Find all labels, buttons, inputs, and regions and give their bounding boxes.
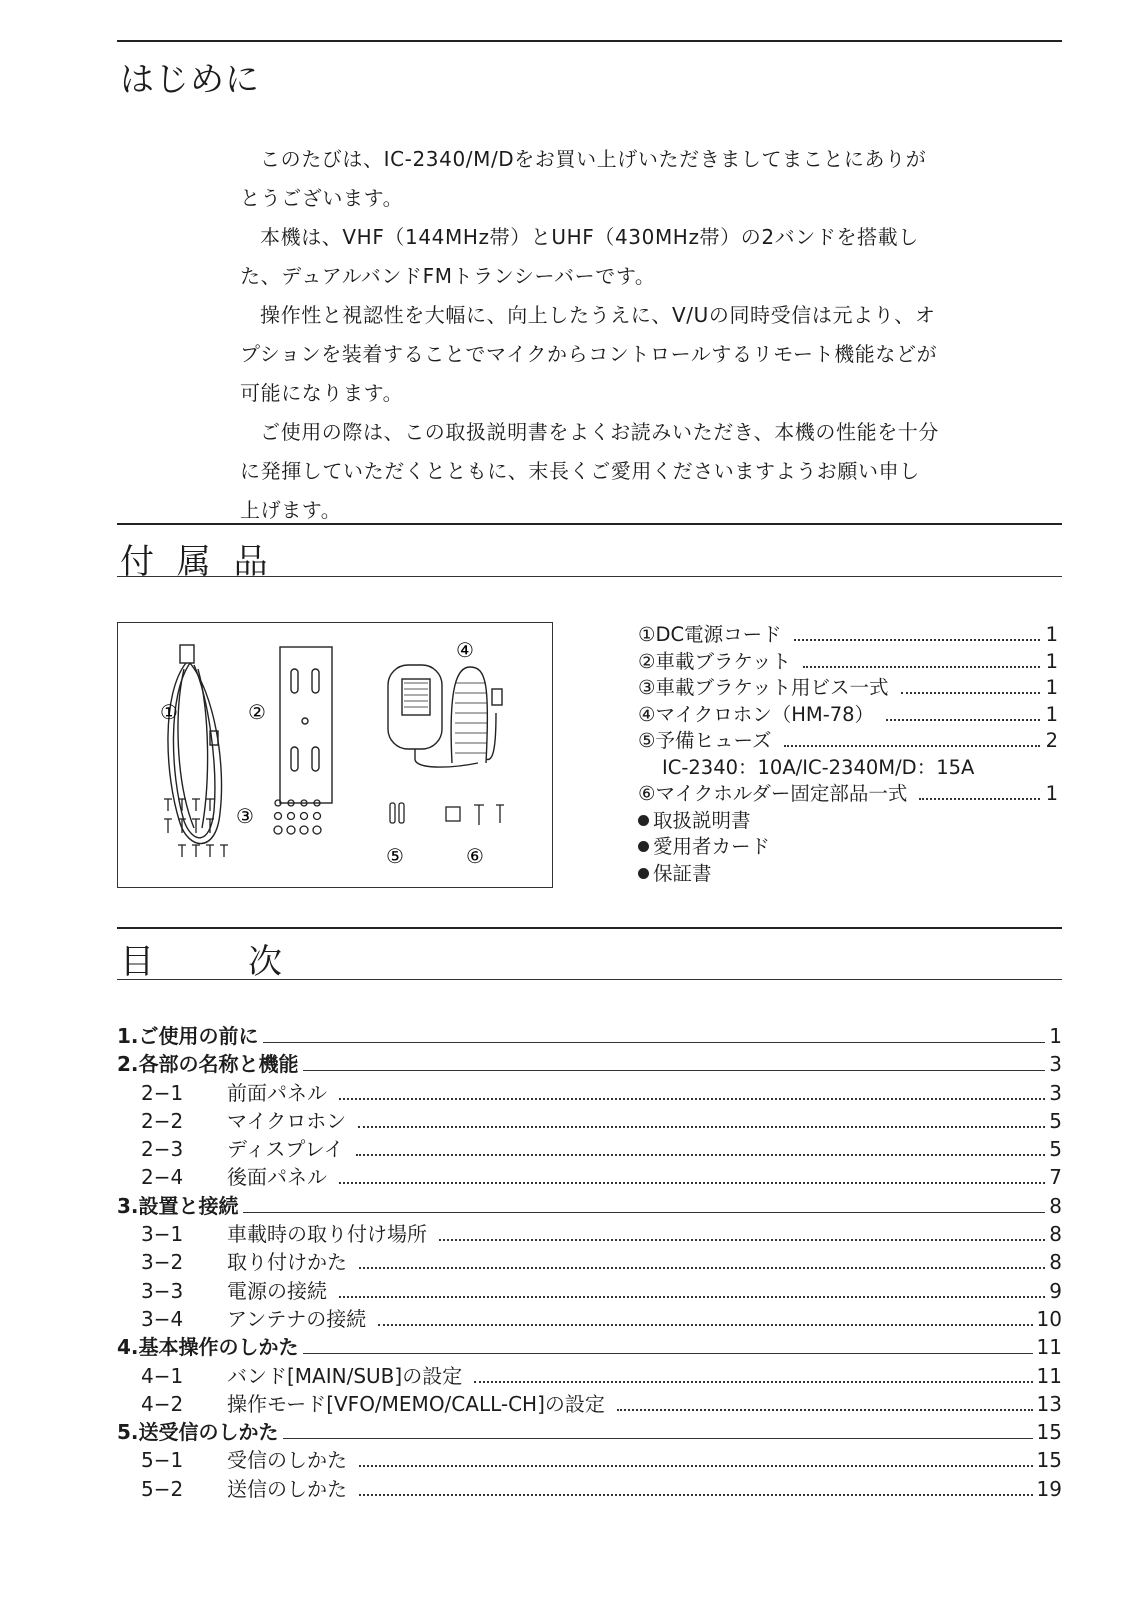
accessory-label: ①DC電源コード <box>638 623 782 646</box>
intro-paragraph: このたびは、IC-2340/M/Dをお買い上げいただきましてまことにありがとうございます。 <box>240 147 927 210</box>
list-item <box>638 861 1058 888</box>
toc-leader <box>359 1267 1045 1269</box>
toc-number: 3−1 <box>141 1222 184 1247</box>
fuses-illustration <box>390 803 404 823</box>
toc-title: 基本操作のしかた <box>138 1335 299 1360</box>
toc-title: マイクロホン <box>227 1108 347 1133</box>
toc-title: ご使用の前に <box>138 1024 259 1048</box>
toc-number: 3−2 <box>141 1250 184 1275</box>
figure-label-5: ⑤ <box>386 844 404 868</box>
accessory-label: ③車載ブラケット用ビス一式 <box>638 676 889 699</box>
toc-entry[interactable] <box>117 1163 1062 1191</box>
document-item: 取扱説明書 <box>653 808 751 832</box>
intro-paragraph: 操作性と視認性を大幅に、向上したうえに、V/Uの同時受信は元より、オプションを装着することでマイクからコントロールするリモート機能などが可能になります。 <box>240 303 938 405</box>
toc-number: 1. <box>117 1024 139 1048</box>
accessories-figure <box>117 622 553 888</box>
toc-entry[interactable] <box>117 1362 1062 1390</box>
bracket-illustration <box>280 647 332 803</box>
toc-page: 1 <box>1049 1024 1062 1048</box>
dot-leader <box>886 719 1040 721</box>
toc-leader <box>359 1465 1033 1467</box>
accessory-label: ②車載ブラケット <box>638 649 792 673</box>
accessories-list <box>638 622 1058 887</box>
list-item <box>638 675 1058 702</box>
toc-bottom-rule <box>117 979 1062 980</box>
dot-leader <box>901 692 1040 694</box>
toc-heading: 目 次 <box>120 942 312 982</box>
toc-page: 5 <box>1049 1108 1062 1133</box>
dc-cord-illustration <box>168 645 222 844</box>
toc-leader <box>339 1098 1045 1100</box>
toc-page: 11 <box>1036 1335 1062 1360</box>
toc-title: 取り付けかた <box>227 1250 347 1275</box>
toc-title: 受信のしかた <box>227 1448 347 1473</box>
intro-top-rule <box>117 40 1062 42</box>
toc-title: ディスプレイ <box>227 1137 344 1162</box>
toc-entry[interactable] <box>117 1418 1062 1446</box>
toc-title: 各部の名称と機能 <box>138 1052 299 1077</box>
toc-title: 送信のしかた <box>227 1476 347 1501</box>
toc-entry[interactable] <box>117 1079 1062 1107</box>
list-item <box>638 702 1058 729</box>
toc-title: 電源の接続 <box>227 1278 327 1303</box>
toc-page: 7 <box>1049 1165 1062 1190</box>
fuse-note: IC-2340：10A/IC-2340M/D：15A <box>662 755 975 779</box>
toc-number: 3. <box>117 1193 139 1218</box>
figure-label-6: ⑥ <box>466 844 484 868</box>
toc-entry[interactable] <box>117 1475 1062 1503</box>
toc-leader <box>339 1182 1045 1184</box>
toc-number: 2−1 <box>141 1080 184 1105</box>
toc-number: 4−1 <box>141 1363 184 1388</box>
toc-leader <box>243 1212 1046 1213</box>
figure-label-1: ① <box>160 700 178 724</box>
toc-title: 車載時の取り付け場所 <box>227 1222 427 1247</box>
list-item <box>638 808 1058 835</box>
toc-entry[interactable] <box>117 1390 1062 1418</box>
toc-number: 5−1 <box>141 1448 184 1473</box>
document-item: 愛用者カード <box>653 835 771 858</box>
toc-page: 9 <box>1049 1278 1062 1303</box>
accessories-bottom-rule <box>117 576 1062 577</box>
list-item <box>638 728 1058 755</box>
bullet-icon <box>638 815 649 826</box>
toc-entry[interactable] <box>117 1135 1062 1163</box>
figure-label-2: ② <box>248 700 266 724</box>
toc-number: 2−3 <box>141 1137 184 1162</box>
document-item: 保証書 <box>653 861 712 885</box>
toc-entry[interactable] <box>117 1192 1062 1220</box>
figure-label-3: ③ <box>236 804 254 828</box>
toc-page: 8 <box>1049 1193 1062 1218</box>
accessories-illustration <box>118 623 554 889</box>
toc-entry[interactable] <box>117 1333 1062 1361</box>
list-item <box>638 622 1058 649</box>
accessory-qty: 1 <box>1045 782 1058 805</box>
toc-number: 2. <box>117 1052 139 1077</box>
toc-entry[interactable] <box>117 1050 1062 1078</box>
microphone-illustration <box>388 665 502 767</box>
toc-number: 4. <box>117 1335 139 1360</box>
toc-page: 15 <box>1036 1448 1062 1473</box>
mic-holder-illustration <box>446 805 504 825</box>
toc-page: 3 <box>1049 1052 1062 1077</box>
toc-leader <box>356 1154 1046 1156</box>
toc-entry[interactable] <box>117 1446 1062 1474</box>
toc-page: 11 <box>1036 1363 1062 1388</box>
toc-title: アンテナの接続 <box>227 1306 367 1331</box>
toc-page: 8 <box>1049 1222 1062 1247</box>
toc-entry[interactable] <box>117 1277 1062 1305</box>
toc-leader <box>358 1126 1045 1128</box>
dot-leader <box>919 798 1039 800</box>
list-item <box>638 781 1058 808</box>
intro-heading: はじめに <box>120 60 260 100</box>
table-of-contents <box>117 1022 1062 1503</box>
toc-entry[interactable] <box>117 1305 1062 1333</box>
toc-title: 前面パネル <box>227 1080 327 1105</box>
intro-paragraph: ご使用の際は、この取扱説明書をよくお読みいただき、本機の性能を十分に発揮していただくとともに、末長くご愛用くださいますようお願い申し上げます。 <box>240 420 939 522</box>
toc-number: 4−2 <box>141 1391 184 1416</box>
toc-top-rule <box>117 927 1062 929</box>
toc-number: 2−2 <box>141 1108 184 1133</box>
toc-number: 5. <box>117 1420 139 1445</box>
toc-leader <box>339 1296 1045 1298</box>
toc-page: 13 <box>1036 1391 1062 1416</box>
toc-title: 操作モード[VFO/MEMO/CALL-CH]の設定 <box>227 1391 605 1416</box>
toc-page: 15 <box>1036 1420 1062 1445</box>
toc-leader <box>263 1042 1046 1043</box>
accessory-label: ⑤予備ヒューズ <box>638 729 772 752</box>
list-item <box>638 649 1058 676</box>
accessories-heading: 付 属 品 <box>120 542 274 582</box>
toc-entry[interactable] <box>117 1248 1062 1276</box>
toc-title: 後面パネル <box>227 1165 327 1190</box>
intro-body <box>240 140 940 530</box>
toc-title: 設置と接続 <box>138 1193 239 1218</box>
toc-page: 3 <box>1049 1080 1062 1105</box>
accessory-label: ⑥マイクホルダー固定部品一式 <box>638 782 908 805</box>
toc-leader <box>283 1438 1033 1439</box>
toc-leader <box>303 1353 1033 1354</box>
accessory-qty: 1 <box>1045 649 1058 673</box>
toc-number: 3−3 <box>141 1278 184 1303</box>
dot-leader <box>794 639 1040 641</box>
bullet-icon <box>638 841 649 852</box>
list-item <box>638 834 1058 861</box>
accessory-qty: 1 <box>1045 623 1058 646</box>
toc-entry[interactable] <box>117 1107 1062 1135</box>
dot-leader <box>784 745 1040 747</box>
toc-title: 送受信のしかた <box>138 1420 279 1445</box>
accessory-qty: 1 <box>1045 676 1058 699</box>
toc-title: バンド[MAIN/SUB]の設定 <box>227 1363 463 1388</box>
toc-number: 2−4 <box>141 1165 184 1190</box>
figure-label-4: ④ <box>456 638 474 662</box>
toc-leader <box>303 1070 1046 1071</box>
toc-leader <box>378 1324 1032 1326</box>
toc-page: 5 <box>1049 1137 1062 1162</box>
toc-number: 5−2 <box>141 1476 184 1501</box>
toc-number: 3−4 <box>141 1306 184 1331</box>
toc-page: 10 <box>1036 1306 1062 1331</box>
toc-leader <box>617 1409 1033 1411</box>
toc-leader <box>439 1239 1045 1241</box>
bullet-icon <box>638 868 649 879</box>
accessory-qty: 2 <box>1045 729 1058 752</box>
toc-leader <box>474 1381 1032 1383</box>
toc-entry[interactable] <box>117 1022 1062 1050</box>
dot-leader <box>803 666 1040 668</box>
toc-page: 19 <box>1036 1476 1062 1501</box>
toc-leader <box>359 1494 1033 1496</box>
toc-page: 8 <box>1049 1250 1062 1275</box>
toc-entry[interactable] <box>117 1220 1062 1248</box>
accessories-top-rule <box>117 523 1062 525</box>
accessory-qty: 1 <box>1045 702 1058 726</box>
accessory-label: ④マイクロホン（HM-78） <box>638 702 875 726</box>
intro-paragraph: 本機は、VHF（144MHz帯）とUHF（430MHz帯）の2バンドを搭載した、デュアルバンドFMトランシーバーです。 <box>240 225 919 288</box>
